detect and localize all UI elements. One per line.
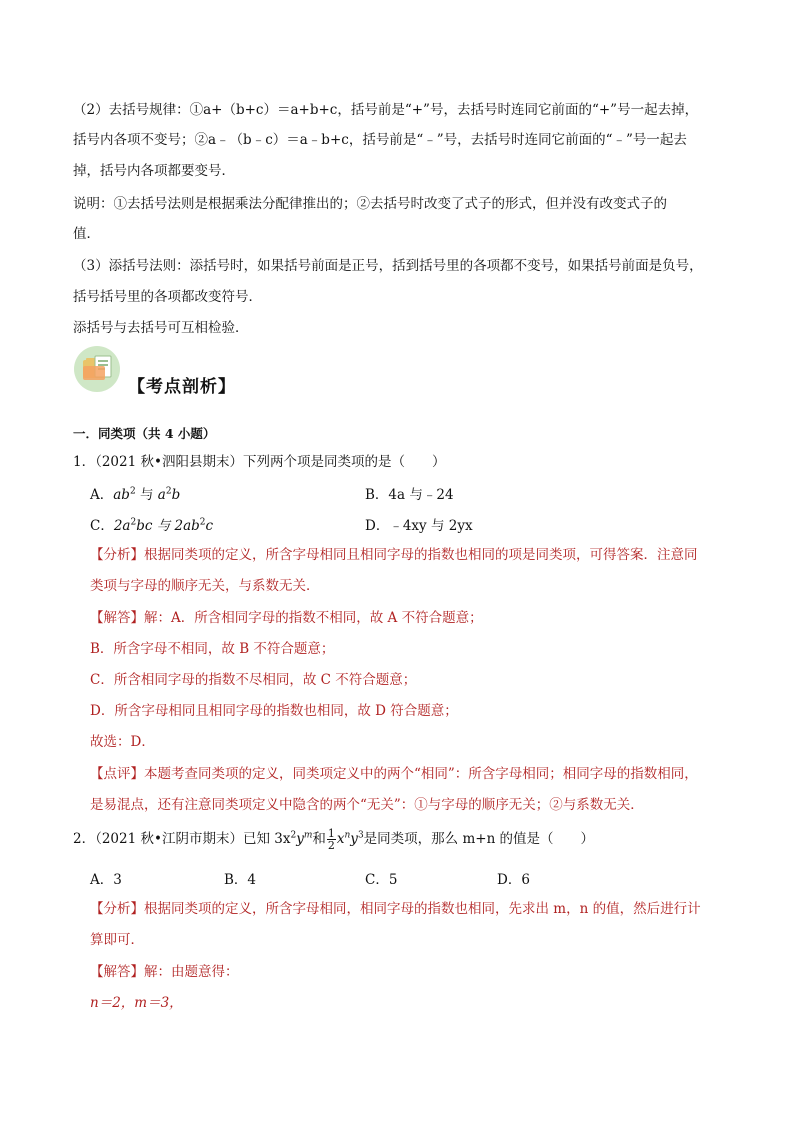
- q1-option-a-label: A．: [90, 487, 114, 503]
- q2-answer-tag: 【解答】: [90, 964, 144, 980]
- q2-stem-line: [73, 828, 754, 851]
- q1-analysis-line1: [90, 545, 754, 565]
- q1-analysis-line2: 类项与字母的顺序无关，与系数无关．: [90, 578, 320, 594]
- q2-option-b: B．4: [224, 872, 257, 888]
- intro-rule3-line2: 括号括号里的各项都改变符号．: [73, 289, 262, 305]
- q1-option-c-exp1: 2: [130, 517, 137, 528]
- q1-option-c: [90, 514, 213, 534]
- q1-option-a-term2: a: [157, 487, 166, 503]
- q1-stem-line: [73, 452, 754, 472]
- q1-comment-line2: 是易混点，还有注意同类项定义中隐含的两个“无关”：①与字母的顺序无关；②与系数无关．: [90, 797, 644, 813]
- q1-option-a-term1: ab: [113, 487, 130, 503]
- q2-stem-exp1: 2: [290, 830, 297, 841]
- intro-rule3-line1: （3）添括号法则：添括号时，如果括号前面是正号，括到括号里的各项都不变号，如果括号前面是负号，: [73, 258, 703, 274]
- document-folder-icon: [74, 346, 120, 392]
- q1-option-a-exp1: 2: [129, 486, 136, 497]
- q1-option-a-conj: 与: [135, 487, 158, 503]
- q1-option-d: [365, 514, 473, 534]
- q1-option-a-term3: b: [171, 487, 181, 503]
- q1-option-b-text: 4a 与﹣24: [388, 487, 454, 503]
- section-heading: 【考点剖析】: [128, 377, 236, 397]
- q1-number: 1．: [73, 454, 96, 470]
- q1-option-b: [365, 483, 454, 503]
- intro-rule2-line3: 掉，括号内各项都要变号．: [73, 163, 235, 179]
- q2-analysis-line2: 算即可．: [90, 932, 144, 948]
- q1-option-c-term2: bc 与 2ab: [136, 518, 200, 534]
- q2-stem-part-f: 是同类项，那么 m+n 的值是（ ）: [363, 831, 595, 847]
- intro-note-line2: 值．: [73, 226, 100, 242]
- q1-comment-tag: 【点评】: [90, 766, 144, 782]
- q1-answer-line5: 故选：D．: [90, 734, 155, 750]
- q2-stem-part-b: y: [296, 831, 304, 847]
- intro-rule2-line1: （2）去括号规律：①a+（b+c）＝a+b+c，括号前是“+”号，去括号时连同它前面的“+”号一起去掉，: [73, 102, 699, 118]
- q2-stem-part-c: 和: [312, 831, 326, 847]
- q2-stem-exp3: n: [344, 830, 351, 841]
- q2-analysis-tag: 【分析】: [90, 901, 144, 917]
- q2-option-a: A．3: [90, 872, 122, 888]
- section-subtitle: 一．同类项（共 4 小题）: [73, 426, 216, 441]
- q2-fraction-denominator: 2: [327, 839, 335, 852]
- q2-stem-part-d: x: [336, 831, 345, 847]
- q1-stem: （2021 秋•泗阳县期末）下列两个项是同类项的是（ ）: [95, 454, 446, 470]
- q1-answer-line2: B．所含字母不相同，故 B 不符合题意；: [90, 641, 335, 657]
- q1-answer-tag: 【解答】: [90, 610, 144, 626]
- q1-option-b-label: B．: [365, 487, 389, 503]
- q1-comment-line1: [90, 764, 754, 784]
- q1-option-a: [90, 483, 180, 503]
- q2-analysis-line1: [90, 899, 754, 919]
- q1-option-c-term3: c: [205, 518, 214, 534]
- q1-option-a-exp2: 2: [165, 486, 172, 497]
- q1-option-c-label: C．: [90, 518, 114, 534]
- q2-number: 2．: [73, 831, 96, 847]
- q1-option-c-term1: 2a: [113, 518, 131, 534]
- q2-fraction: [327, 828, 336, 851]
- q1-answer-line1: [90, 608, 754, 628]
- intro-rule3-line3: 添括号与去括号可互相检验．: [73, 320, 249, 336]
- q2-option-c: C．5: [365, 872, 398, 888]
- q1-answer-line3: C．所含相同字母的指数不尽相同，故 C 不符合题意；: [90, 672, 417, 688]
- intro-rule2-line2: 括号内各项不变号；②a﹣（b﹣c）＝a﹣b+c，括号前是“﹣”号，去括号时连同它前面的“﹣”号一起去: [73, 132, 687, 148]
- q2-answer-line1: [90, 962, 754, 982]
- q1-option-c-exp2: 2: [199, 517, 206, 528]
- q2-fraction-numerator: 1: [327, 827, 335, 840]
- q1-comment-text1: 本题考查同类项的定义，同类项定义中的两个“相同”：所含字母相同；相同字母的指数相同，: [144, 766, 698, 782]
- q2-analysis-text1: 根据同类项的定义，所含字母相同，相同字母的指数也相同，先求出 m，n 的值，然后进行计: [144, 901, 701, 917]
- q1-analysis-text1: 根据同类项的定义，所含字母相同且相同字母的指数也相同的项是同类项，可得答案．注意同: [144, 547, 698, 563]
- q1-option-d-text: ﹣4xy 与 2yx: [389, 518, 473, 534]
- q1-answer-line4: D．所含字母相同且相同字母的指数也相同，故 D 符合题意；: [90, 703, 458, 719]
- q1-analysis-tag: 【分析】: [90, 547, 144, 563]
- q2-stem-exp4: 3: [357, 830, 364, 841]
- q2-answer-text1: 解：由题意得：: [144, 964, 239, 980]
- q2-option-d: D．6: [497, 872, 530, 888]
- q1-answer-text1: 解：A．所含相同字母的指数不相同，故 A 不符合题意；: [144, 610, 483, 626]
- q2-answer-line2: n＝2，m＝3，: [90, 995, 183, 1011]
- q2-stem-part-e: y: [350, 831, 358, 847]
- q1-option-d-label: D．: [365, 518, 390, 534]
- q2-stem-exp2: m: [303, 830, 313, 841]
- q2-stem-part-a: （2021 秋•江阴市期末）已知 3x: [95, 831, 291, 847]
- intro-note-line1: 说明：①去括号法则是根据乘法分配律推出的；②去括号时改变了式子的形式，但并没有改变式子的: [73, 196, 667, 212]
